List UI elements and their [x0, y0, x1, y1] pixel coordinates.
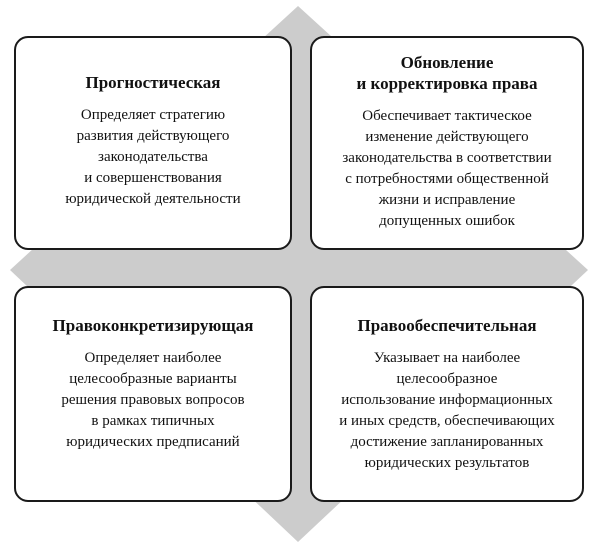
card-text-updating: Обеспечивает тактическое изменение действующего законодательства в соответствии с потребностями общественной жизни и исправление допущенных ошибок: [342, 108, 552, 229]
card-concretizing: [14, 286, 292, 502]
card-updating: [310, 36, 584, 250]
card-title-prognostic: Прогностическая: [85, 73, 221, 92]
card-text-ensuring: Указывает на наиболее целесообразное использование информационных и иных средств, обеспечивающих достижение запланированных юридических результатов: [339, 350, 555, 471]
card-title-concretizing: Правоконкретизирующая: [52, 316, 254, 335]
card-text-concretizing: Определяет наиболее целесообразные варианты решения правовых вопросов в рамках типичных юридических предписаний: [61, 350, 245, 450]
card-title-updating: Обновление и корректировка права: [356, 53, 538, 93]
card-ensuring: [310, 286, 584, 502]
card-title-ensuring: Правообеспечительная: [357, 316, 537, 335]
card-prognostic: [14, 36, 292, 250]
card-text-prognostic: Определяет стратегию развития действующего законодательства и совершенствования юридической деятельности: [65, 107, 241, 207]
